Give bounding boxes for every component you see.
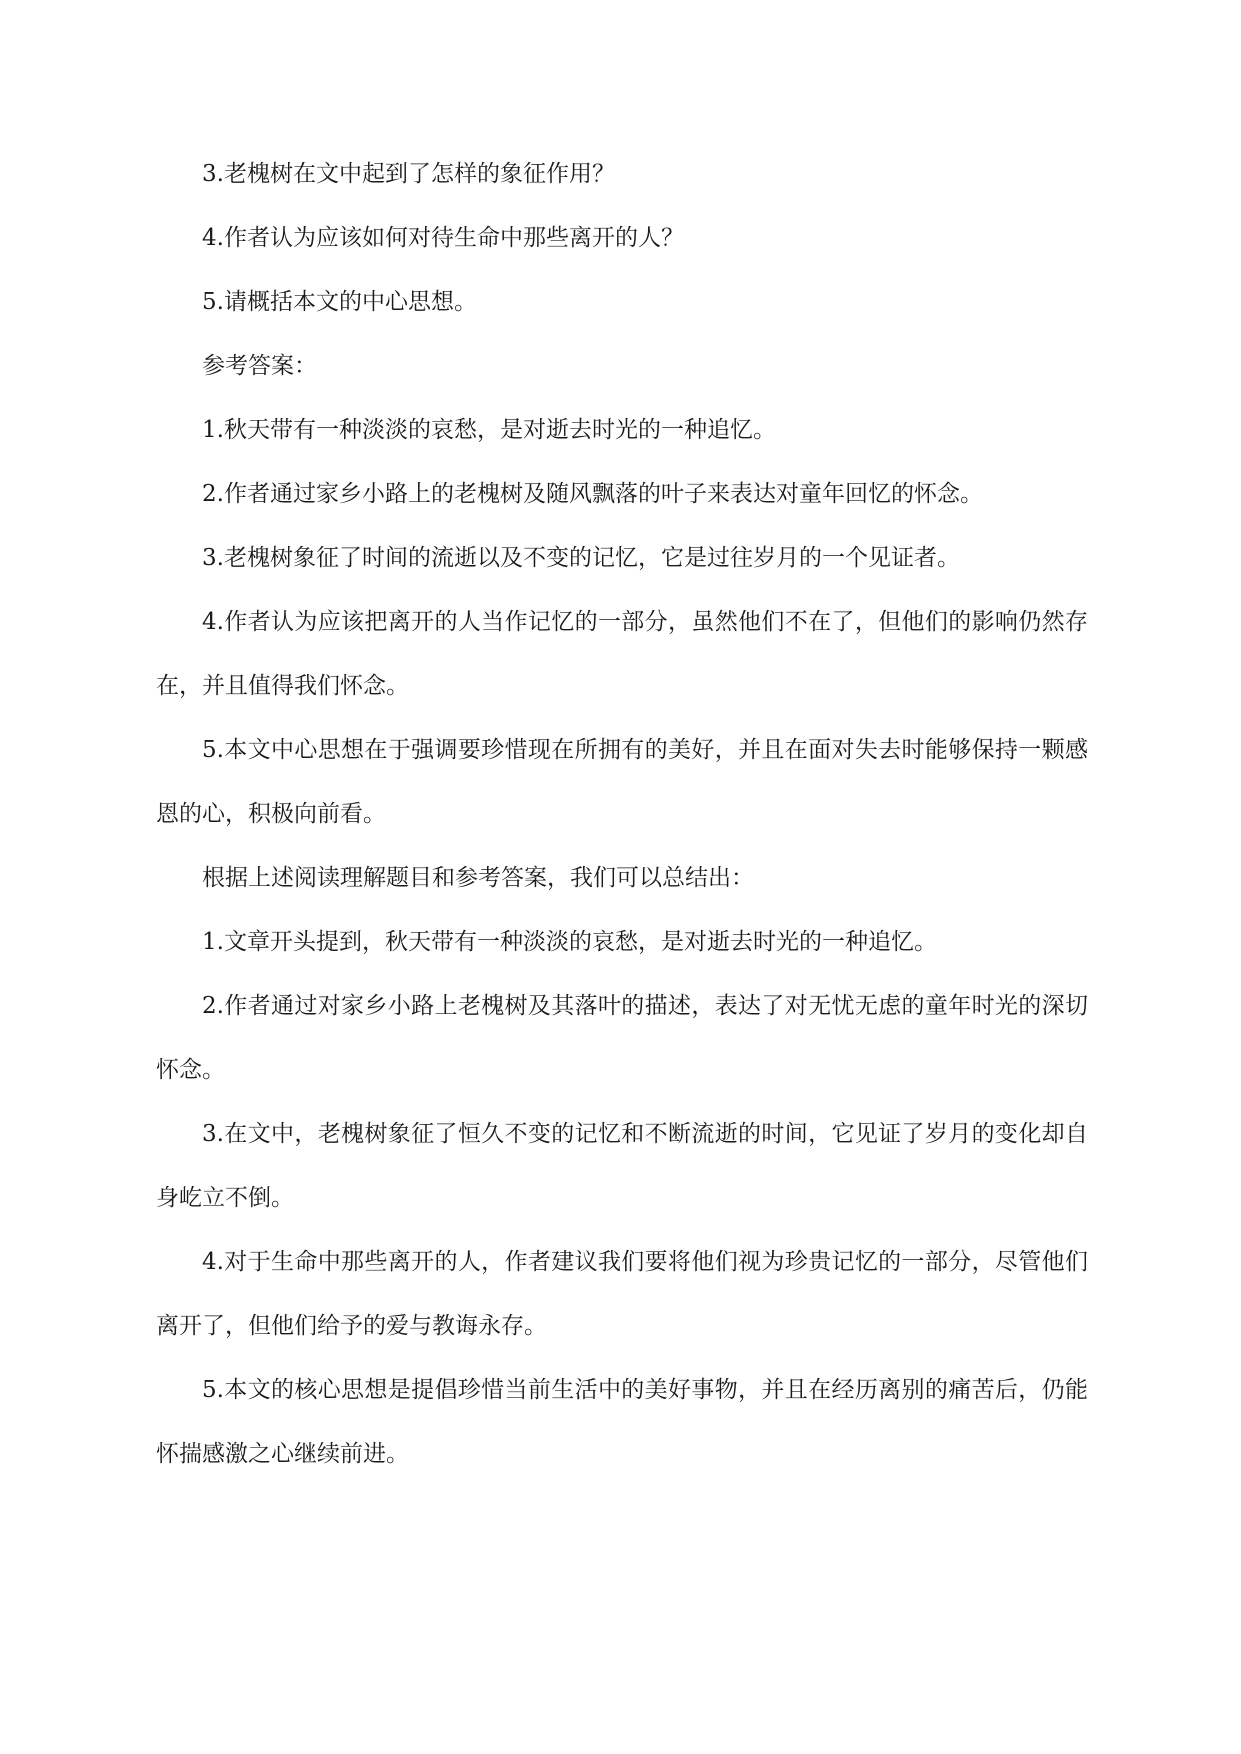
answer-5: 5.本文中心思想在于强调要珍惜现在所拥有的美好，并且在面对失去时能够保持一颗感恩的心，积极向前看。 [156, 737, 1088, 827]
summary-2: 2.作者通过对家乡小路上老槐树及其落叶的描述，表达了对无忧无虑的童年时光的深切怀念。 [156, 993, 1088, 1083]
question-5: 5.请概括本文的中心思想。 [202, 289, 477, 315]
answer-4: 4.作者认为应该把离开的人当作记忆的一部分，虽然他们不在了，但他们的影响仍然存在，并且值得我们怀念。 [156, 609, 1088, 699]
question-4: 4.作者认为应该如何对待生命中那些离开的人？ [202, 225, 684, 251]
summary-heading: 根据上述阅读理解题目和参考答案，我们可以总结出： [202, 865, 754, 891]
answer-1: 1.秋天带有一种淡淡的哀愁，是对逝去时光的一种追忆。 [202, 417, 776, 443]
answers-heading: 参考答案： [202, 353, 317, 379]
summary-1: 1.文章开头提到，秋天带有一种淡淡的哀愁，是对逝去时光的一种追忆。 [202, 929, 937, 955]
summary-4: 4.对于生命中那些离开的人，作者建议我们要将他们视为珍贵记忆的一部分，尽管他们离开了，但他们给予的爱与教诲永存。 [156, 1249, 1088, 1339]
answer-3: 3.老槐树象征了时间的流逝以及不变的记忆，它是过往岁月的一个见证者。 [202, 545, 960, 571]
document-body [156, 142, 1088, 1486]
answer-2: 2.作者通过家乡小路上的老槐树及随风飘落的叶子来表达对童年回忆的怀念。 [202, 481, 983, 507]
question-3: 3.老槐树在文中起到了怎样的象征作用？ [202, 161, 615, 187]
summary-5: 5.本文的核心思想是提倡珍惜当前生活中的美好事物，并且在经历离别的痛苦后，仍能怀揣感激之心继续前进。 [156, 1377, 1088, 1467]
summary-3: 3.在文中，老槐树象征了恒久不变的记忆和不断流逝的时间，它见证了岁月的变化却自身屹立不倒。 [156, 1121, 1088, 1211]
